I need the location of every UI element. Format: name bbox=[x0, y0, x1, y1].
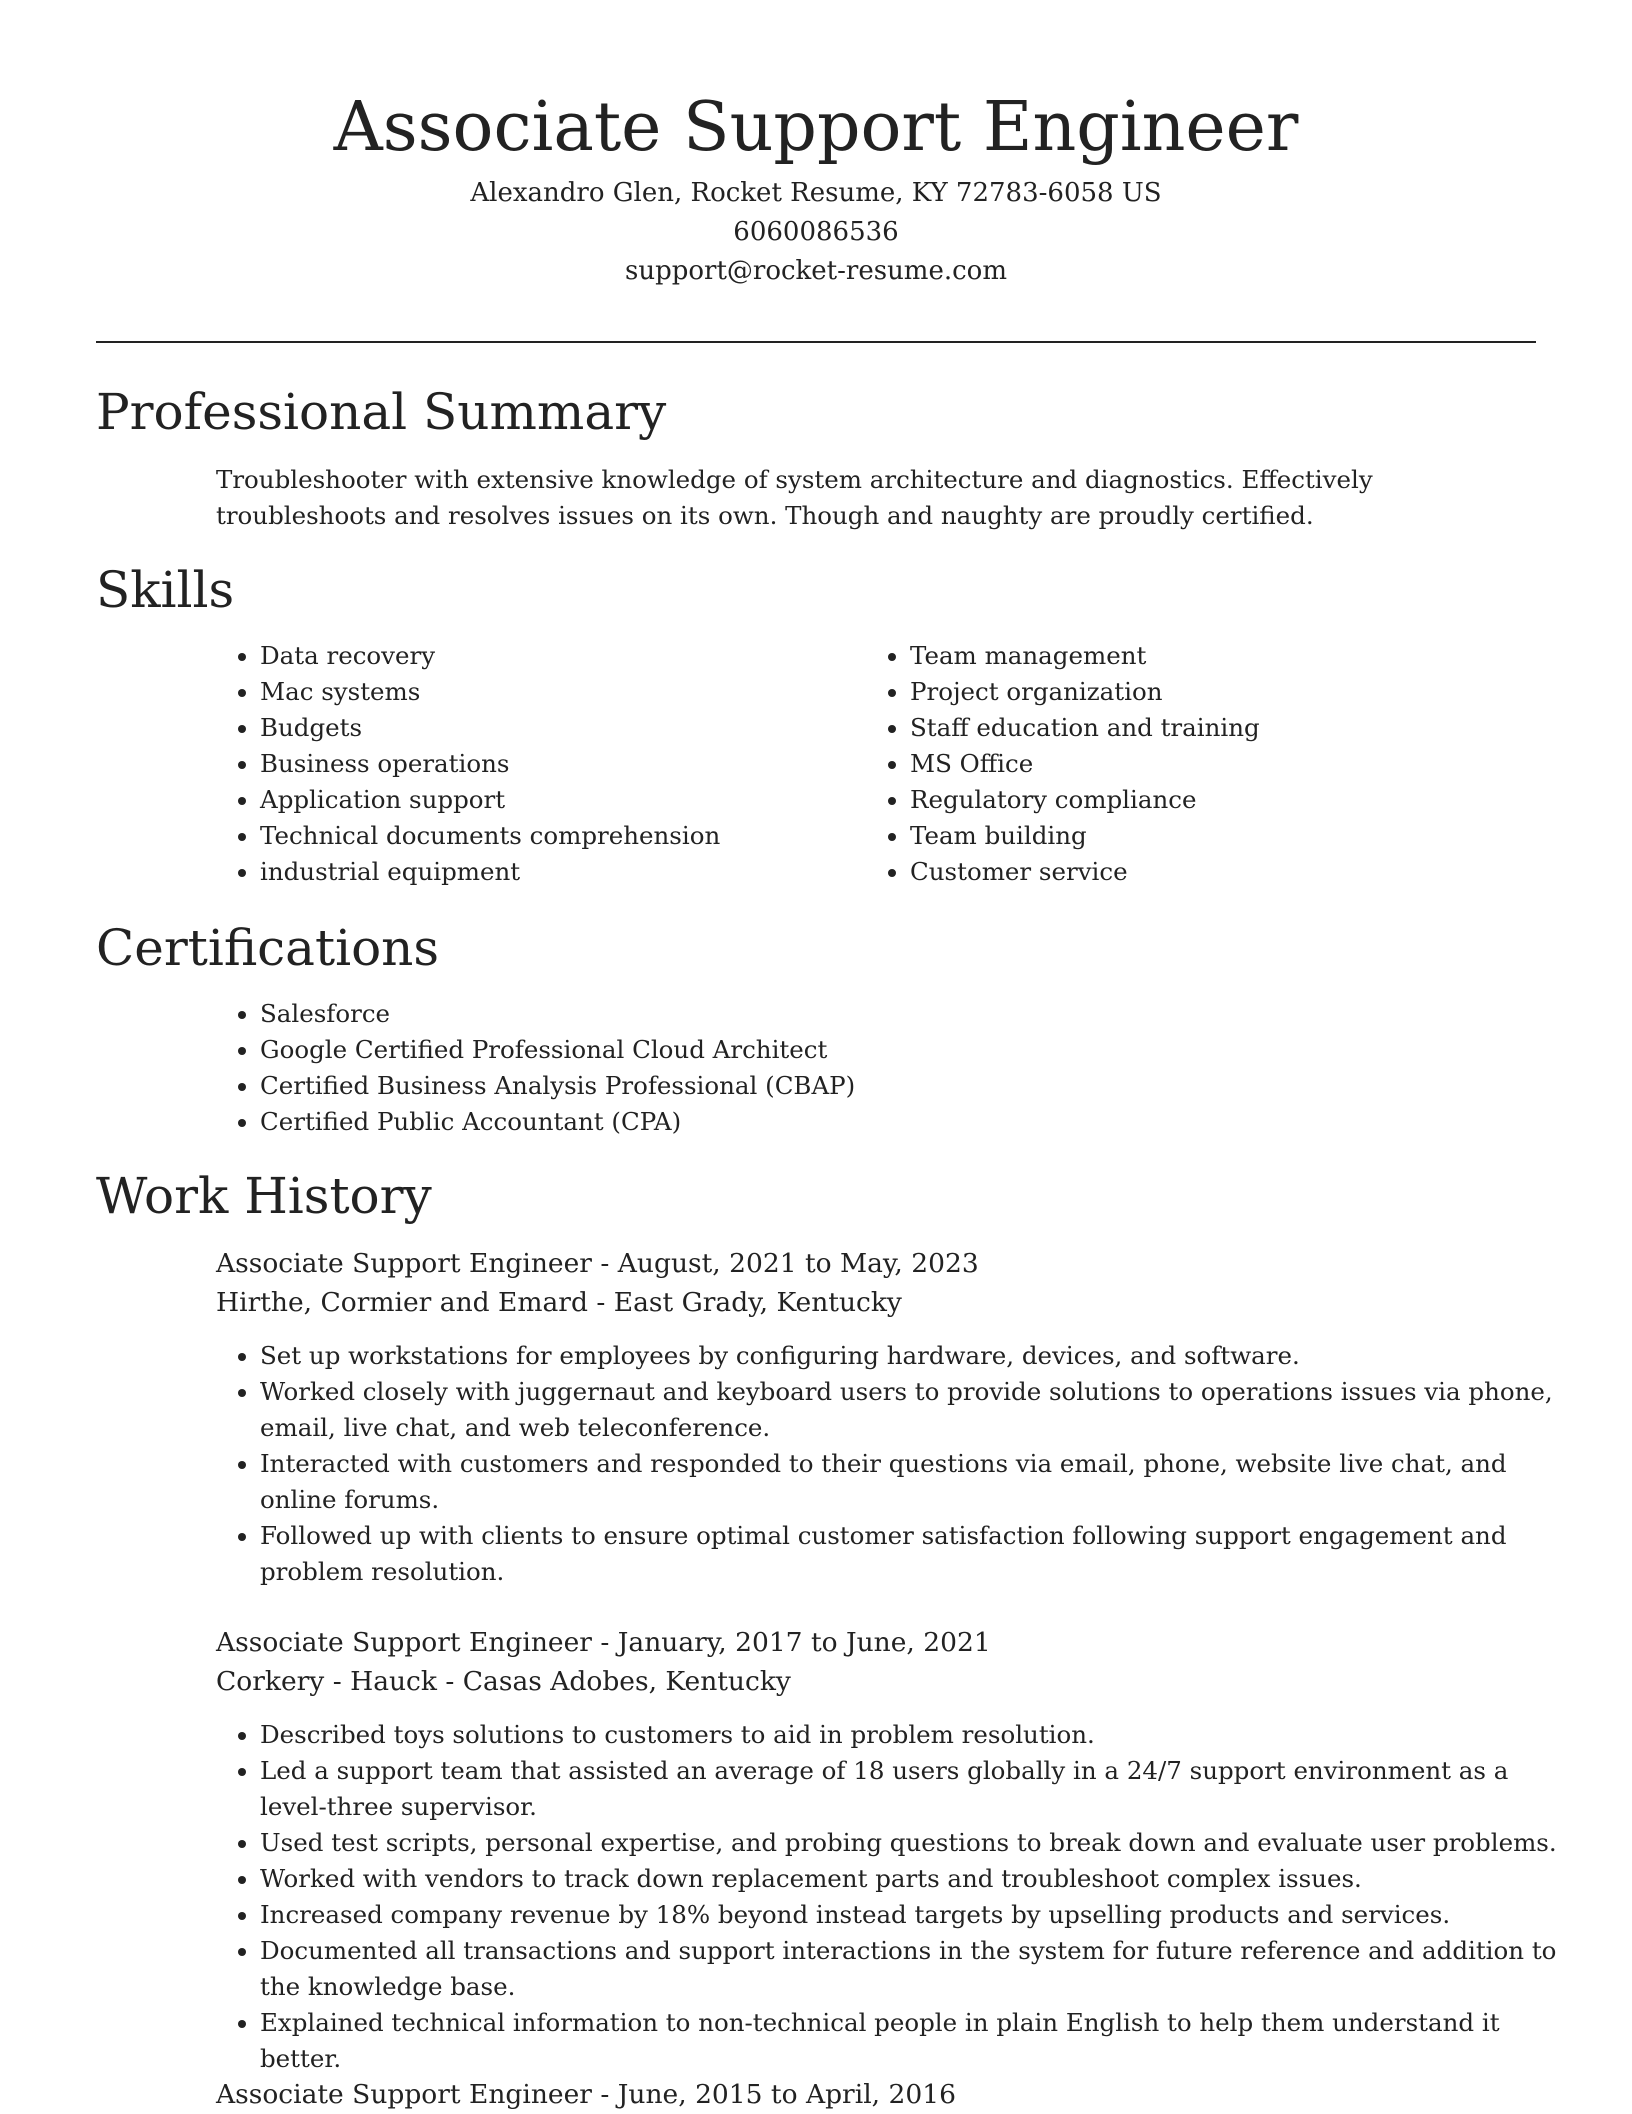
job-company-line: Corkery - Hauck - Casas Adobes, Kentucky bbox=[216, 1666, 791, 1697]
job-title-line: Associate Support Engineer - August, 2021 to May, 2023 bbox=[216, 1248, 979, 1279]
contact-block bbox=[96, 174, 1536, 291]
work-history-heading: Work History bbox=[96, 1167, 432, 1225]
summary-text: Troubleshooter with extensive knowledge of system architecture and diagnostics. Effectively troubleshoots and resolves issues on its own. Though and naughty are proudly certified. bbox=[216, 465, 1373, 530]
job-bullets bbox=[216, 1717, 1580, 2077]
header-divider bbox=[96, 341, 1536, 343]
job-bullet: • Increased company revenue by 18% beyond instead targets by upselling products and services. bbox=[260, 1897, 1580, 1933]
certification-item: • Salesforce bbox=[260, 996, 1560, 1032]
job-bullets bbox=[216, 1338, 1580, 1590]
skill-item: • Application support bbox=[260, 782, 860, 818]
job-bullet: • Worked with vendors to track down replacement parts and troubleshoot complex issues. bbox=[260, 1861, 1580, 1897]
job-bullet: • Explained technical information to non-technical people in plain English to help them understand it better. bbox=[260, 2005, 1580, 2077]
certification-item: • Certified Business Analysis Professional (CBAP) bbox=[260, 1068, 1560, 1104]
skill-item: • Mac systems bbox=[260, 674, 860, 710]
certifications-heading: Certifications bbox=[96, 919, 440, 977]
job-dates: June, 2015 to April, 2016 bbox=[617, 2079, 956, 2110]
skill-item: • Regulatory compliance bbox=[910, 782, 1550, 818]
skill-item: • Data recovery bbox=[260, 638, 860, 674]
skill-item: • MS Office bbox=[910, 746, 1550, 782]
job-location: Casas Adobes, Kentucky bbox=[462, 1666, 791, 1697]
summary-heading: Professional Summary bbox=[96, 383, 667, 441]
skills-list-left bbox=[216, 638, 860, 890]
job-bullet: • Set up workstations for employees by configuring hardware, devices, and software. bbox=[260, 1338, 1580, 1374]
candidate-title: Associate Support Engineer bbox=[333, 88, 1299, 167]
resume-header bbox=[96, 80, 1536, 291]
job-company-line: Hirthe, Cormier and Emard - East Grady, Kentucky bbox=[216, 1287, 902, 1318]
contact-phone: 6060086536 bbox=[733, 217, 899, 247]
job-role: Associate Support Engineer bbox=[216, 1627, 592, 1658]
certification-item: • Certified Public Accountant (CPA) bbox=[260, 1104, 1560, 1140]
job-bullet: • Described toys solutions to customers to aid in problem resolution. bbox=[260, 1717, 1580, 1753]
job-role: Associate Support Engineer bbox=[216, 2079, 592, 2110]
job-title-line: Associate Support Engineer - June, 2015 to April, 2016 bbox=[216, 2079, 956, 2110]
skill-item: • Technical documents comprehension bbox=[260, 818, 860, 854]
skill-item: • Business operations bbox=[260, 746, 860, 782]
skills-heading: Skills bbox=[96, 561, 235, 619]
job-dates: January, 2017 to June, 2021 bbox=[617, 1627, 991, 1658]
contact-address: Alexandro Glen, Rocket Resume, KY 72783-6058 US bbox=[470, 178, 1162, 208]
job-bullet: • Used test scripts, personal expertise, and probing questions to break down and evaluate user problems. bbox=[260, 1825, 1580, 1861]
job-role: Associate Support Engineer bbox=[216, 1248, 592, 1279]
job-location: East Grady, Kentucky bbox=[613, 1287, 902, 1318]
contact-email: support@rocket-resume.com bbox=[624, 256, 1007, 286]
job-bullet: • Documented all transactions and support interactions in the system for future reference and addition to the knowledge base. bbox=[260, 1933, 1580, 2005]
skill-item: • industrial equipment bbox=[260, 854, 860, 890]
job-bullet: • Worked closely with juggernaut and keyboard users to provide solutions to operations issues via phone, email, live chat, and web teleconference. bbox=[260, 1374, 1580, 1446]
skill-item: • Team building bbox=[910, 818, 1550, 854]
skill-item: • Team management bbox=[910, 638, 1550, 674]
certification-item: • Google Certified Professional Cloud Architect bbox=[260, 1032, 1560, 1068]
job-dates: August, 2021 to May, 2023 bbox=[617, 1248, 979, 1279]
job-bullet: • Led a support team that assisted an average of 18 users globally in a 24/7 support environment as a level-three supervisor. bbox=[260, 1753, 1580, 1825]
job-company: Corkery - Hauck bbox=[216, 1666, 437, 1697]
skills-list-right bbox=[866, 638, 1550, 890]
skill-item: • Staff education and training bbox=[910, 710, 1550, 746]
skill-item: • Customer service bbox=[910, 854, 1550, 890]
certifications-list bbox=[216, 996, 1560, 1140]
skill-item: • Project organization bbox=[910, 674, 1550, 710]
job-company: Hirthe, Cormier and Emard bbox=[216, 1287, 588, 1318]
job-bullet: • Followed up with clients to ensure optimal customer satisfaction following support engagement and problem resolution. bbox=[260, 1518, 1580, 1590]
job-title-line: Associate Support Engineer - January, 2017 to June, 2021 bbox=[216, 1627, 991, 1658]
job-bullet: • Interacted with customers and responded to their questions via email, phone, website live chat, and online forums. bbox=[260, 1446, 1580, 1518]
skill-item: • Budgets bbox=[260, 710, 860, 746]
